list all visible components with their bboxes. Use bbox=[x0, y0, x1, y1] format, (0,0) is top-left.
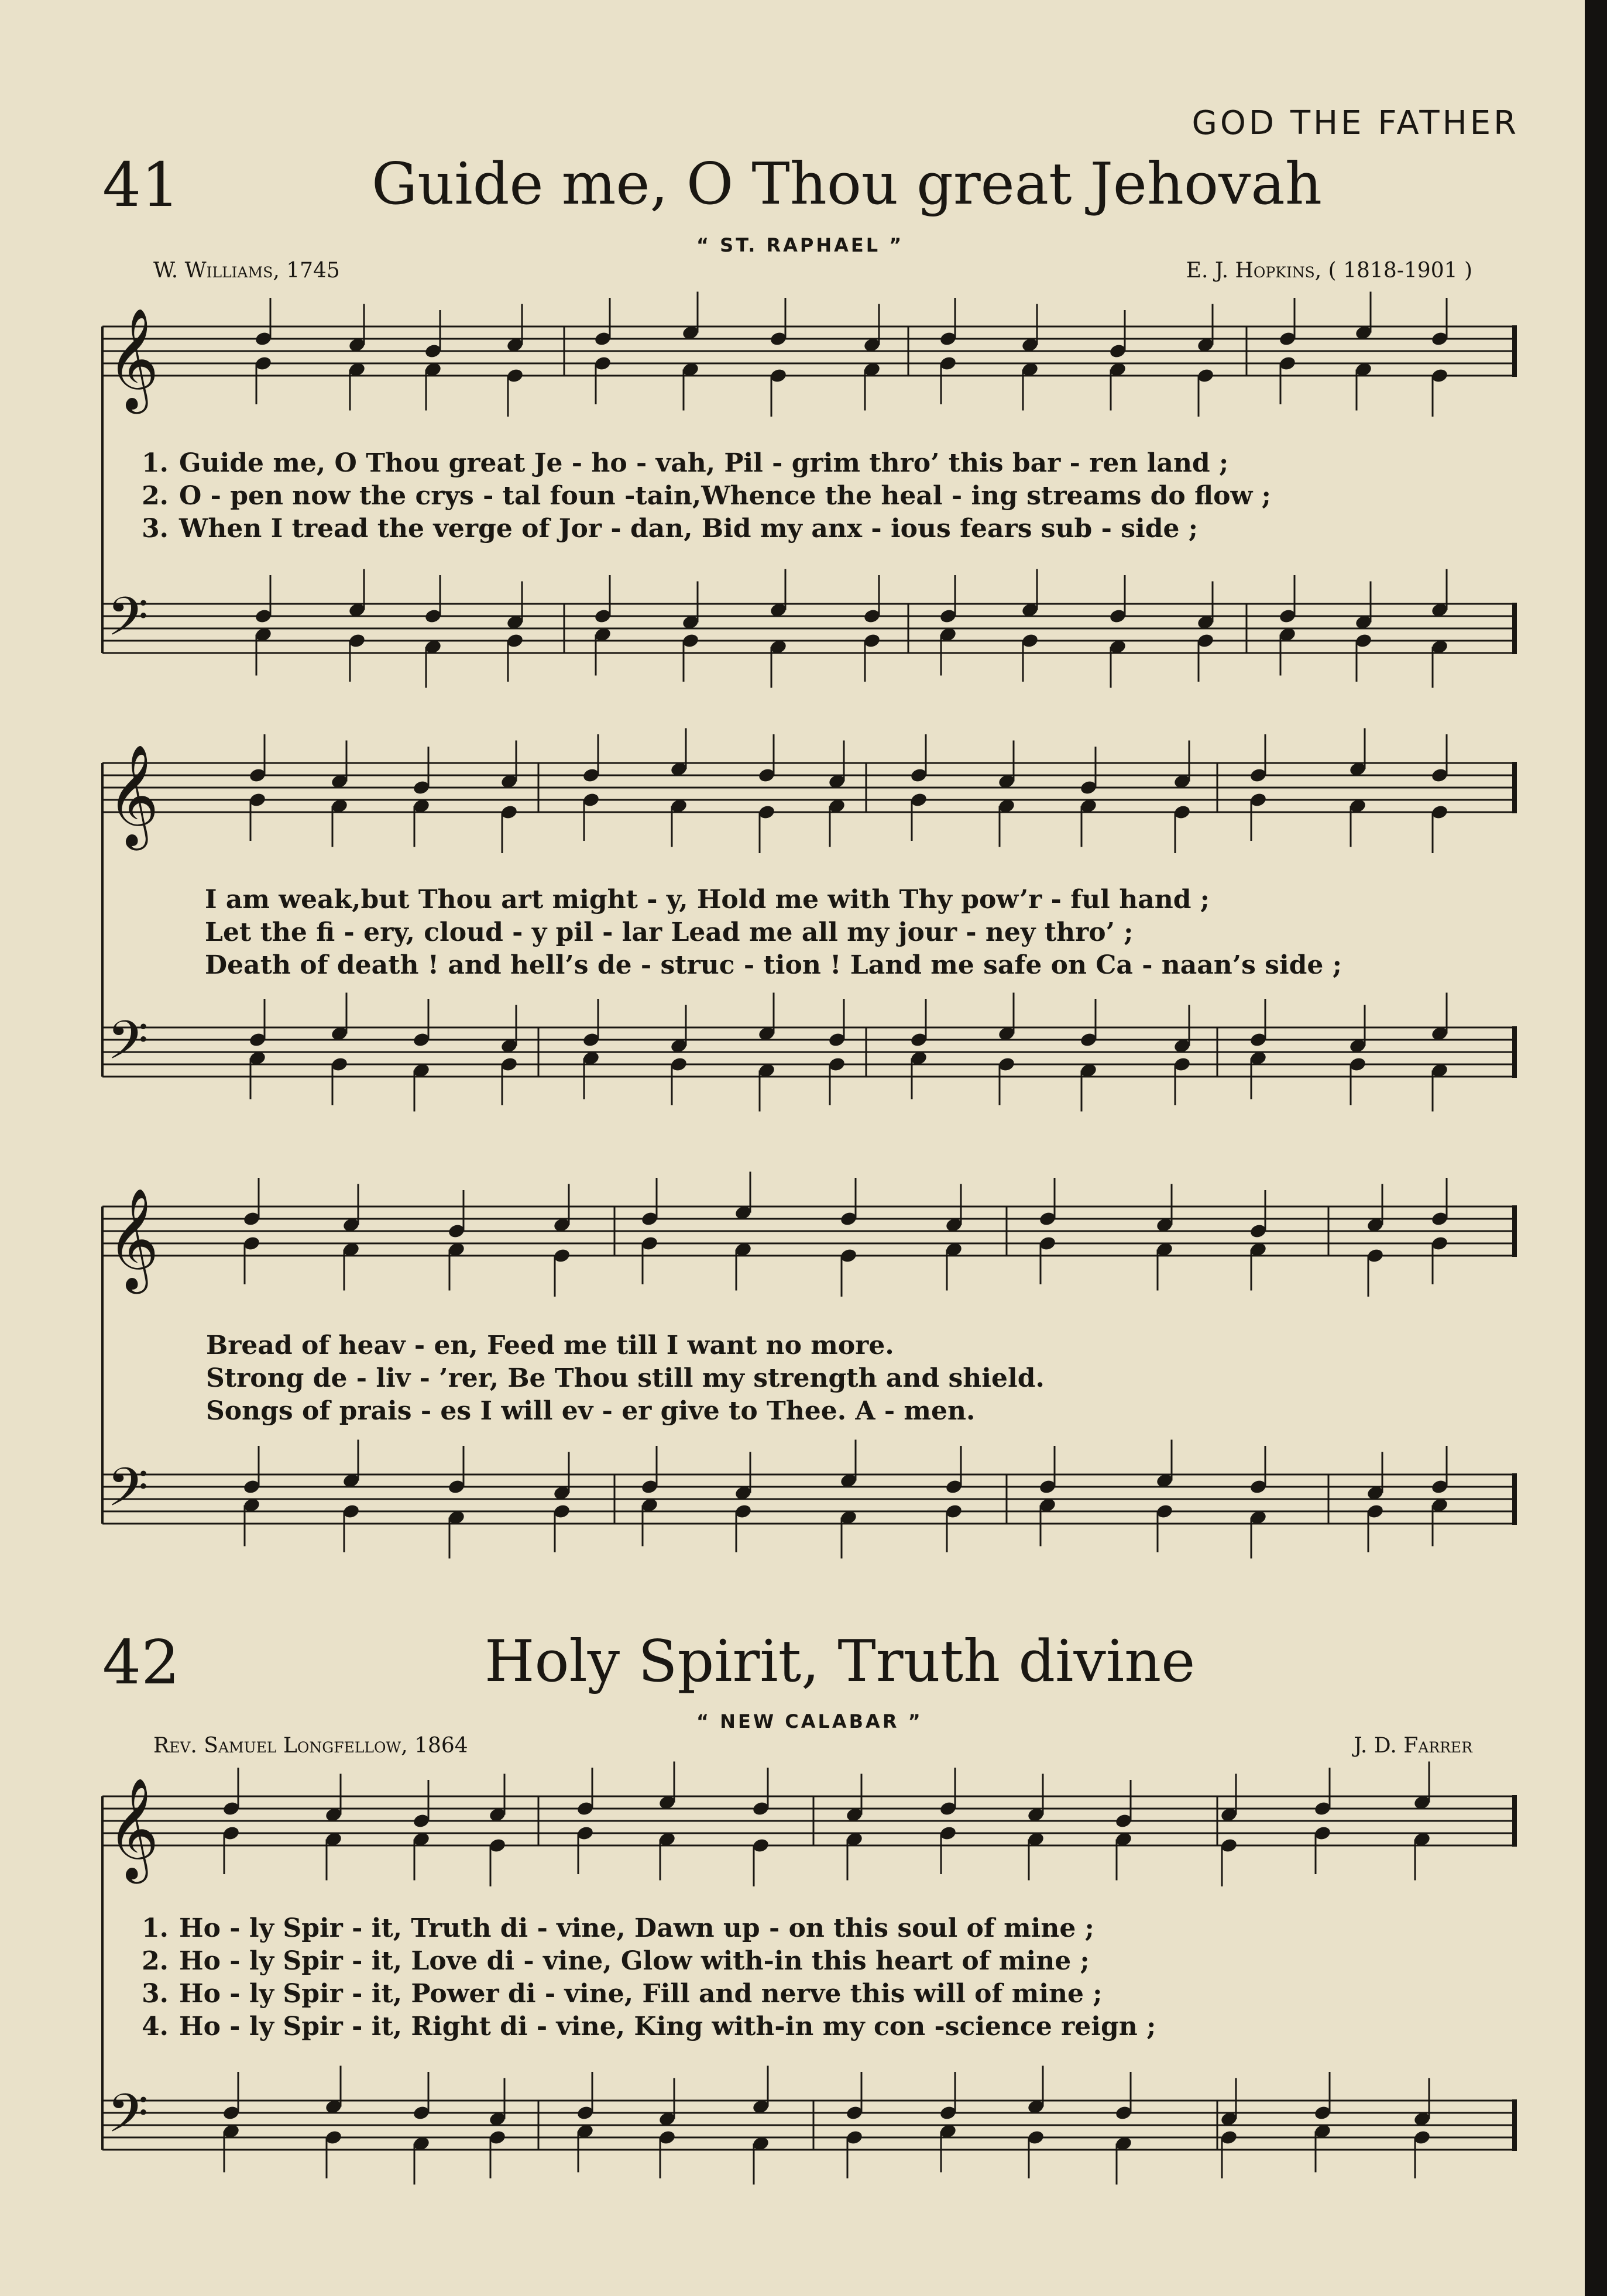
lyric-text: O - pen now the crys - tal foun -tain,Whence the heal - ing streams do flow ; bbox=[179, 481, 1271, 511]
h41-s2-verse-line: Let the fi - ery, cloud - y pil - lar Lead me all my jour - ney thro’ ; bbox=[205, 917, 1134, 947]
h41-s1-verse-line bbox=[133, 448, 1228, 478]
verse-number: 3. bbox=[142, 514, 169, 544]
h42-verse-line bbox=[133, 1946, 1090, 1976]
hymn-42-title: Holy Spirit, Truth divine bbox=[485, 1628, 1196, 1695]
lyric-text: Ho - ly Spir - it, Love di - vine, Glow with-in this heart of mine ; bbox=[179, 1946, 1090, 1976]
verse-number: 4. bbox=[142, 2012, 169, 2041]
h41-s3-verse-line: Bread of heav - en, Feed me till I want no more. bbox=[206, 1331, 894, 1360]
bass-clef-icon: 𝄢 bbox=[107, 1456, 149, 1531]
hymn-41-author: W. Williams, 1745 bbox=[153, 259, 340, 283]
hymn-42-number: 42 bbox=[102, 1627, 180, 1698]
lyric-text: Ho - ly Spir - it, Power di - vine, Fill and nerve this will of mine ; bbox=[179, 1979, 1103, 2009]
bass-clef-icon: 𝄢 bbox=[107, 1009, 149, 1084]
bass-clef-icon: 𝄢 bbox=[107, 2082, 149, 2157]
h41-s3-verse-line: Strong de - liv - ’rer, Be Thou still my strength and shield. bbox=[206, 1363, 1045, 1393]
h41-s1-verse-line bbox=[133, 514, 1198, 544]
verse-number: 2. bbox=[142, 1946, 169, 1976]
treble-clef-icon: 𝄞 bbox=[107, 308, 159, 410]
h42-verse-line bbox=[133, 2012, 1156, 2041]
h41-s3-verse-line: Songs of prais - es I will ev - er give to Thee. A - men. bbox=[206, 1396, 976, 1426]
hymn-41-title: Guide me, O Thou great Jehovah bbox=[372, 151, 1322, 218]
lyric-text: Ho - ly Spir - it, Right di - vine, King with-in my con -science reign ; bbox=[179, 2012, 1156, 2041]
hymn-41-tune: “ ST. RAPHAEL ” bbox=[696, 234, 904, 256]
bass-clef-icon: 𝄢 bbox=[107, 586, 149, 661]
lyric-text: Guide me, O Thou great Je - ho - vah, Pil - grim thro’ this bar - ren land ; bbox=[179, 448, 1229, 478]
h41-s1-verse-line bbox=[133, 481, 1271, 511]
verse-number: 1. bbox=[142, 1913, 169, 1943]
h41-s2-verse-line: Death of death ! and hell’s de - struc - tion ! Land me safe on Ca - naan’s side ; bbox=[205, 950, 1342, 980]
hymn-42-tune: “ NEW CALABAR ” bbox=[696, 1710, 923, 1733]
hymn-41-number: 41 bbox=[102, 149, 180, 221]
treble-clef-icon: 𝄞 bbox=[107, 744, 159, 846]
treble-clef-icon: 𝄞 bbox=[107, 1778, 159, 1879]
verse-number: 3. bbox=[142, 1979, 169, 2009]
h42-verse-line bbox=[133, 1979, 1103, 2009]
lyric-text: Ho - ly Spir - it, Truth di - vine, Dawn up - on this soul of mine ; bbox=[179, 1913, 1094, 1943]
verse-number: 1. bbox=[142, 448, 169, 478]
section-title: GOD THE FATHER bbox=[1191, 104, 1519, 142]
hymn-41-composer: E. J. Hopkins, ( 1818-1901 ) bbox=[1186, 259, 1472, 283]
treble-clef-icon: 𝄞 bbox=[107, 1188, 159, 1290]
verse-number: 2. bbox=[142, 481, 169, 511]
lyric-text: When I tread the verge of Jor - dan, Bid my anx - ious fears sub - side ; bbox=[179, 514, 1199, 544]
hymn-42-composer: J. D. Farrer bbox=[1354, 1734, 1472, 1758]
h42-verse-line bbox=[133, 1913, 1094, 1943]
hymn-42-author: Rev. Samuel Longfellow, 1864 bbox=[153, 1734, 468, 1758]
h41-s2-verse-line: I am weak,but Thou art might - y, Hold me with Thy pow’r - ful hand ; bbox=[205, 885, 1210, 915]
